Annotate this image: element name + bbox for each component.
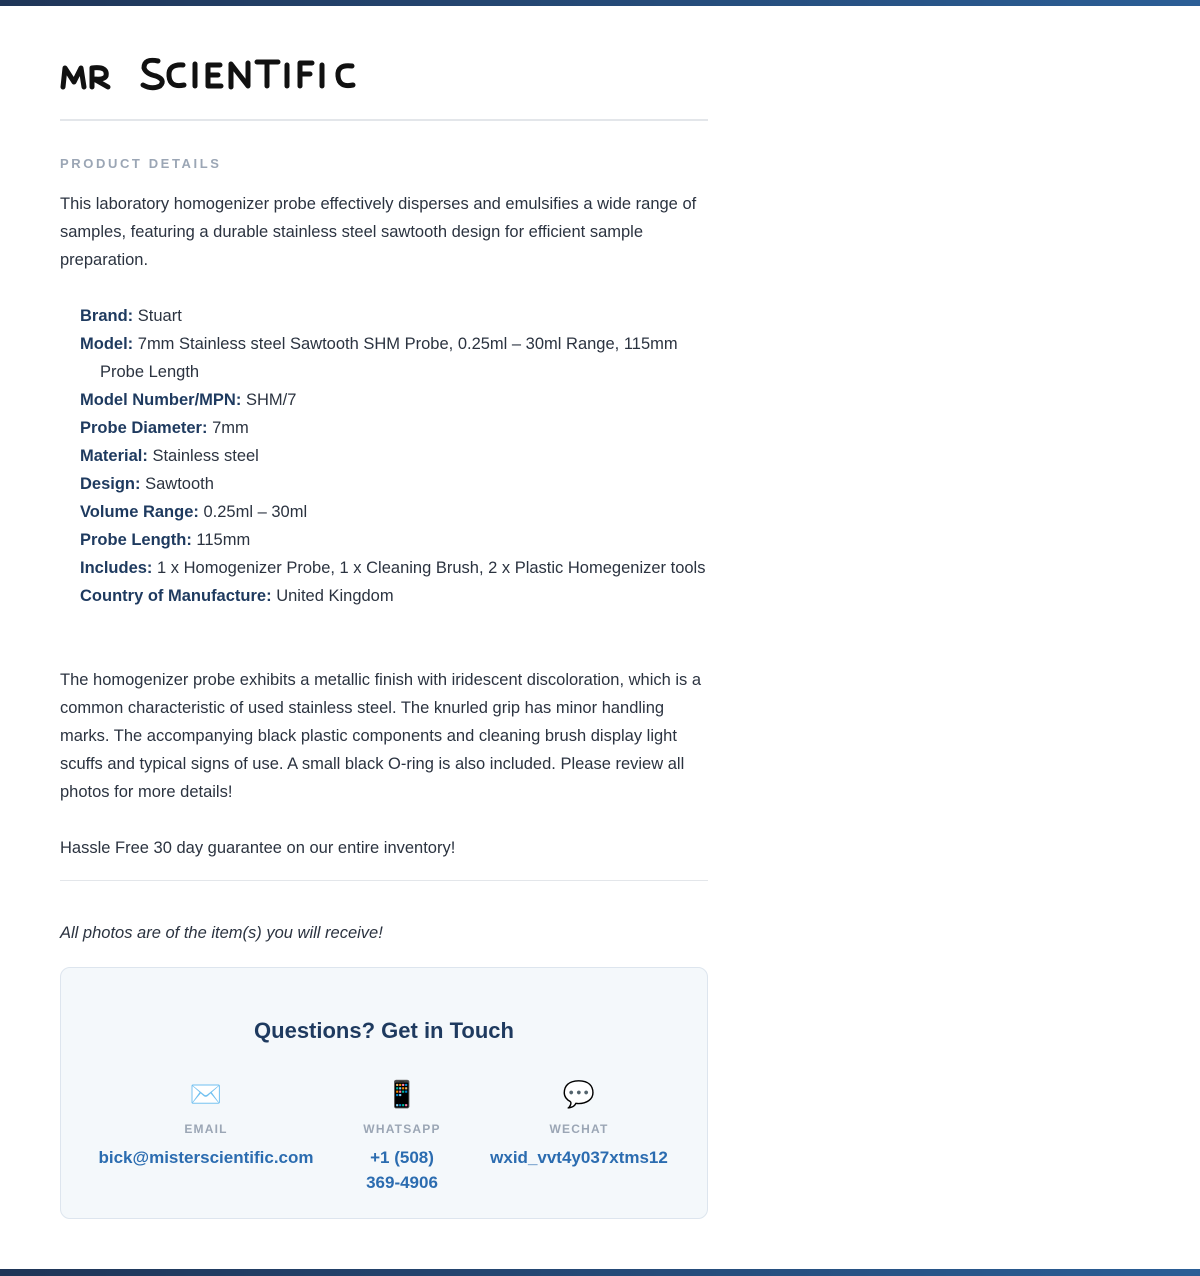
contact-whatsapp — [352, 1078, 452, 1195]
product-intro: This laboratory homogenizer probe effectively disperses and emulsifies a wide range of samples, featuring a durable stainless steel sawtooth design for efficient sample preparation. — [60, 195, 697, 269]
brand-logo — [60, 46, 360, 102]
spec-label: Probe Diameter: — [80, 419, 208, 437]
email-link[interactable]: bick@misterscientific.com — [98, 1148, 314, 1167]
logo-wordmark — [60, 46, 360, 102]
spec-label: Volume Range: — [80, 503, 199, 521]
envelope-icon: ✉️ — [189, 1079, 223, 1109]
spec-item — [80, 554, 708, 582]
spec-item — [80, 526, 708, 554]
spec-label: Design: — [80, 475, 141, 493]
spec-label: Material: — [80, 447, 148, 465]
spec-value: 115mm — [196, 531, 251, 549]
spec-item — [80, 470, 708, 498]
section-label: PRODUCT DETAILS — [60, 156, 222, 171]
contact-email — [81, 1078, 331, 1170]
spec-item — [80, 330, 708, 386]
spec-item — [80, 386, 708, 414]
spec-item — [80, 582, 708, 610]
contact-email-label: EMAIL — [184, 1122, 228, 1136]
spec-value: 7mm — [212, 419, 249, 437]
contact-wechat — [479, 1078, 679, 1170]
condition-description: The homogenizer probe exhibits a metallic finish with iridescent discoloration, which is a common characteristic of used stainless steel. The knurled grip has minor handling marks. The accompanying black plastic components and cleaning brush display light scuffs and typical signs of use. A small black O-ring is also included. Please review all photos for more details! — [60, 671, 702, 801]
photos-note: All photos are of the item(s) you will receive! — [60, 924, 383, 942]
spec-label: Country of Manufacture: — [80, 587, 272, 605]
spec-value: Stuart — [137, 307, 182, 325]
wechat-id[interactable]: wxid_vvt4y037xtms12 — [490, 1148, 668, 1167]
mobile-phone-icon: 📱 — [385, 1079, 419, 1109]
header-divider — [60, 119, 708, 121]
spec-item — [80, 442, 708, 470]
spec-item — [80, 498, 708, 526]
whatsapp-link[interactable]: +1 (508) 369-4906 — [366, 1148, 438, 1192]
spec-label: Brand: — [80, 307, 134, 325]
spec-item — [80, 414, 708, 442]
bottom-accent-bar — [0, 1269, 1200, 1276]
spec-label: Probe Length: — [80, 531, 192, 549]
spec-value: SHM/7 — [245, 391, 297, 409]
guarantee-text: Hassle Free 30 day guarantee on our entire inventory! — [60, 839, 456, 857]
section-divider — [60, 880, 708, 881]
spec-label: Model Number/MPN: — [80, 391, 242, 409]
spec-value: 0.25ml – 30ml — [203, 503, 308, 521]
spec-list — [80, 302, 708, 610]
spec-value: 1 x Homogenizer Probe, 1 x Cleaning Brush, 2 x Plastic Homegenizer tools — [157, 559, 706, 577]
contact-whatsapp-label: WHATSAPP — [363, 1122, 441, 1136]
spec-item — [80, 302, 708, 330]
spec-label: Model: — [80, 335, 134, 353]
speech-bubble-icon: 💬 — [562, 1079, 596, 1109]
contact-wechat-label: WECHAT — [549, 1122, 609, 1136]
top-accent-bar — [0, 0, 1200, 6]
spec-label: Includes: — [80, 559, 153, 577]
spec-value: Stainless steel — [152, 447, 259, 465]
contact-title: Questions? Get in Touch — [254, 1018, 514, 1043]
spec-value: United Kingdom — [276, 587, 394, 605]
spec-value: Sawtooth — [145, 475, 214, 493]
contact-card — [60, 967, 708, 1219]
spec-value: 7mm Stainless steel Sawtooth SHM Probe, 0.25ml – 30ml Range, 115mm Probe Length — [100, 335, 678, 381]
